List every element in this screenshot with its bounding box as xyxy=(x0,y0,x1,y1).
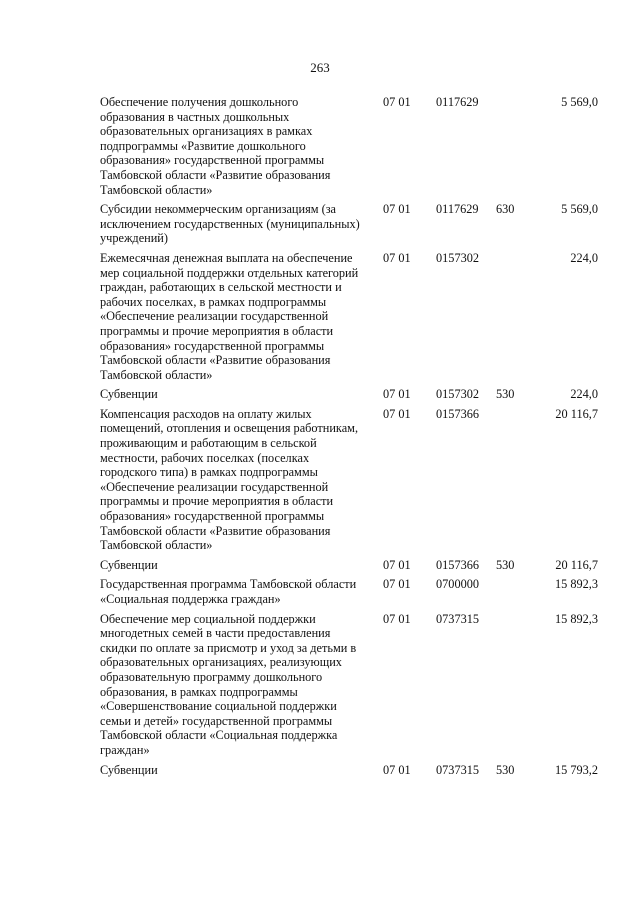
budget-table xyxy=(100,95,610,782)
row-description: Обеспечение мер социальной поддержки многодетных семей в части предоставления скидки по оплате за присмотр и уход за детьми в образовательных организациях, реализующих образовательную программу дошкольного образования, в рамках подпрограммы «Совершенствование социальной поддержки семьи и детей» государственной программы Тамбовской области «Социальная поддержка граждан» xyxy=(100,611,357,757)
row-section-code: 07 01 xyxy=(383,406,411,421)
table-row xyxy=(100,577,610,606)
row-amount: 15 892,3 xyxy=(554,611,598,626)
row-amount: 20 116,7 xyxy=(555,557,598,572)
row-target-code: 0157302 xyxy=(436,387,480,402)
table-row xyxy=(100,202,610,246)
row-amount: 224,0 xyxy=(570,387,598,402)
row-description: Субсидии некоммерческим организациям (за исключением государственных (муниципальных) учреждений) xyxy=(100,202,360,246)
row-amount: 15 892,3 xyxy=(554,577,598,592)
row-amount: 224,0 xyxy=(570,250,598,265)
row-section-code: 07 01 xyxy=(383,202,411,217)
table-row xyxy=(100,407,610,553)
row-section-code: 07 01 xyxy=(383,387,411,402)
table-row xyxy=(100,612,610,758)
row-description: Ежемесячная денежная выплата на обеспечение мер социальной поддержки отдельных категорий граждан, работающих в сельской местности и рабочих поселках, в рамках подпрограммы «Обеспечение реализации государственной программы и прочие мероприятия в области образования» государственной программы Тамбовской области «Развитие образования Тамбовской области» xyxy=(100,250,359,382)
row-expense-type: 530 xyxy=(496,557,515,572)
row-expense-type: 630 xyxy=(496,202,515,217)
row-section-code: 07 01 xyxy=(383,611,411,626)
row-section-code: 07 01 xyxy=(383,95,411,109)
row-description: Субвенции xyxy=(100,557,158,572)
row-expense-type: 530 xyxy=(496,762,515,777)
row-target-code: 0157366 xyxy=(436,406,480,421)
row-amount: 5 569,0 xyxy=(561,202,598,217)
row-description: Субвенции xyxy=(100,762,158,777)
table-row xyxy=(100,558,610,573)
row-amount: 15 793,2 xyxy=(554,762,598,777)
row-amount: 5 569,0 xyxy=(561,95,598,109)
row-section-code: 07 01 xyxy=(383,762,411,777)
row-target-code: 0157366 xyxy=(436,557,480,572)
row-target-code: 0737315 xyxy=(436,611,480,626)
row-expense-type: 530 xyxy=(496,387,515,402)
row-description: Компенсация расходов на оплату жилых помещений, отопления и освещения работникам, проживающим и работающим в сельской местности, рабочих поселках (поселках городского типа) в рамках подпрограммы «Обеспечение реализации государственной программы и прочие мероприятия в области образования» государственной программы Тамбовской области «Развитие образования Тамбовской области» xyxy=(100,406,359,553)
page-number: 263 xyxy=(310,60,330,75)
row-target-code: 0700000 xyxy=(436,577,480,592)
table-row xyxy=(100,387,610,402)
table-row xyxy=(100,763,610,778)
row-section-code: 07 01 xyxy=(383,557,411,572)
row-section-code: 07 01 xyxy=(383,250,411,265)
row-amount: 20 116,7 xyxy=(555,406,598,421)
row-description: Государственная программа Тамбовской области «Социальная поддержка граждан» xyxy=(100,577,357,606)
row-section-code: 07 01 xyxy=(383,577,411,592)
row-description: Субвенции xyxy=(100,387,158,402)
table-row xyxy=(100,95,610,197)
row-target-code: 0117629 xyxy=(436,95,479,109)
row-target-code: 0157302 xyxy=(436,250,480,265)
table-row xyxy=(100,251,610,382)
row-target-code: 0737315 xyxy=(436,762,480,777)
row-target-code: 0117629 xyxy=(436,202,479,217)
row-description: Обеспечение получения дошкольного образования в частных дошкольных образовательных организациях в рамках подпрограммы «Развитие дошкольного образования» государственной программы Тамбовской области «Развитие образования Тамбовской области» xyxy=(100,95,331,197)
